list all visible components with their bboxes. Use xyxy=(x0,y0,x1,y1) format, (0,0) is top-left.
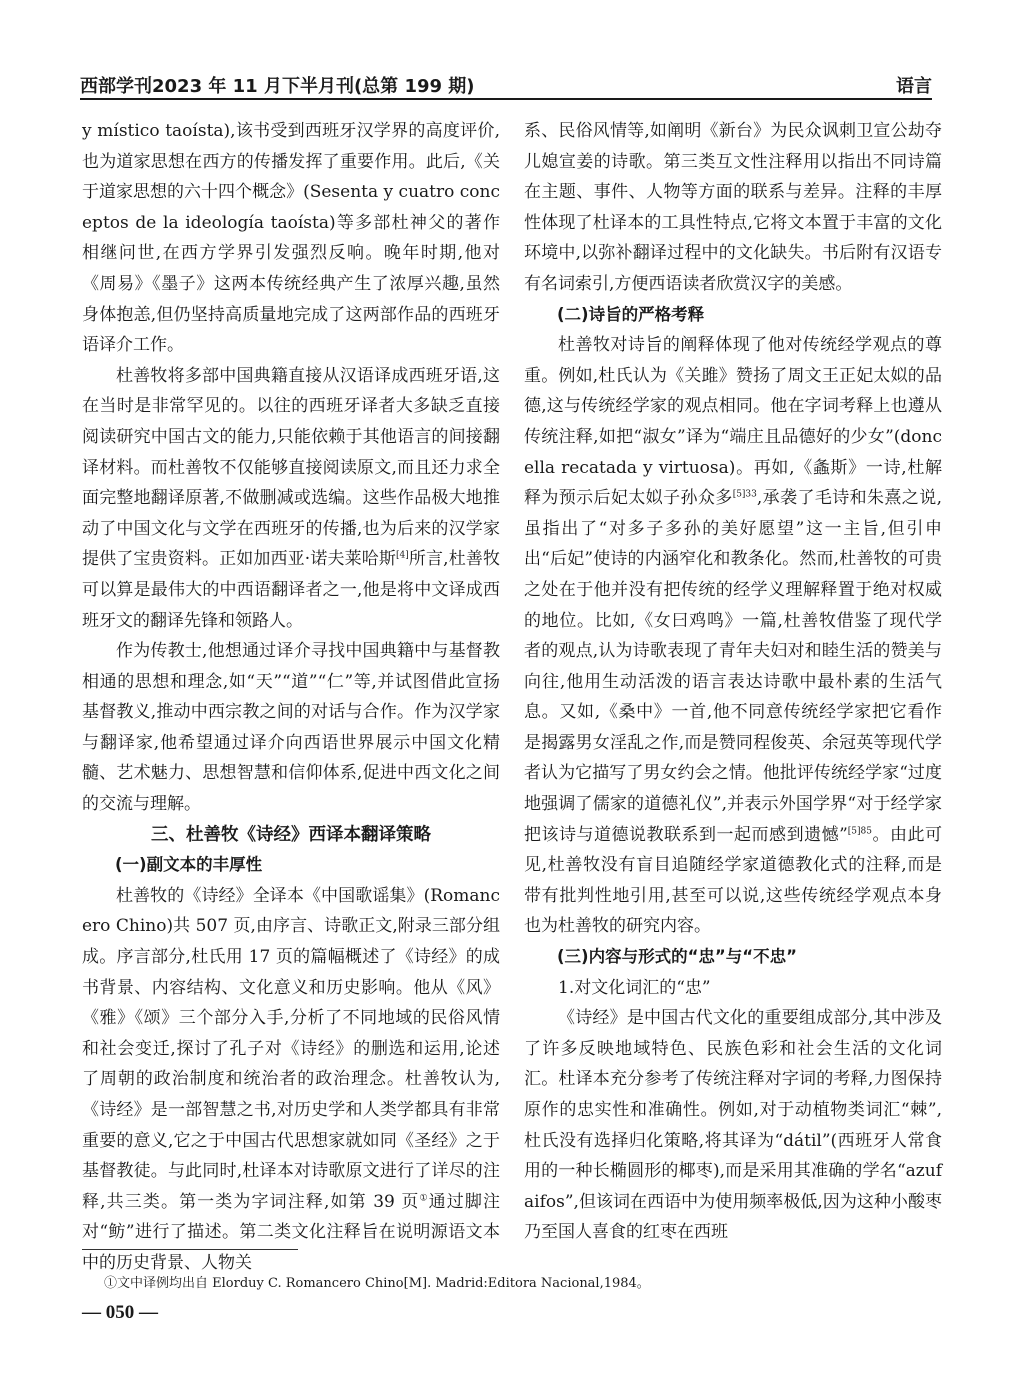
journal-title: 西部学刊2023 年 11 月下半月刊(总第 199 期) xyxy=(80,76,475,97)
paragraph: 杜善牧对诗旨的阐释体现了他对传统经学观点的尊重。例如,杜氏认为《关雎》赞扬了周文王正妃太姒的品德,这与传统经学家的观点相同。他在字词考释上也遵从传统注释,如把“淑女”译为“端庄且品德好的少女”(doncella recatada y virtuosa)。再如,《螽斯》一诗,杜解释为预示后妃太姒子孙众多$^{[5]33}$,承袭了毛诗和朱熹之说,虽指出了“对多子多孙的美好愿望”这一主旨,但引申出“后妃”使诗的内涵窄化和教条化。然而,杜善牧的可贵之处在于他并没有把传统的经学义理解释置于绝对权威的地位。比如,《女曰鸡鸣》一篇,杜善牧借鉴了现代学者的观点,认为诗歌表现了青年夫妇对和睦生活的赞美与向往,他用生动活泼的语言表达诗歌中最朴素的生活气息。又如,《桑中》一首,他不同意传统经学家把它看作是揭露男女淫乱之作,而是赞同程俊英、余冠英等现代学者认为它描写了男女约会之情。他批评传统经学家“过度地强调了儒家的道德礼仪”,并表示外国学界“对于经学家把该诗与道德说教联系到一起而感到遗憾”$^{[5]85}$。由此可见,杜善牧没有盲目追随经学家道德教化式的注释,而是带有批判性地引用,甚至可以说,这些传统经学观点本身也为杜善牧的研究内容。 xyxy=(524,335,943,937)
paragraph: 作为传教士,他想通过译介寻找中国典籍中与基督教相通的思想和理念,如“天”“道”“仁”等,并试图借此宣扬基督教义,推动中西宗教之间的对话与合作。作为汉学家与翻译家,他希望通过译介向西语世界展示中国文化精髓、艺术魅力、思想智慧和信仰体系,促进中西文化之间的交流与理解。 xyxy=(82,641,500,815)
subsection-heading-numbered: 1.对文化词汇的“忠” xyxy=(558,977,711,998)
citation-ref: [4] xyxy=(396,550,409,561)
subsection-heading: (一)副文本的丰厚性 xyxy=(115,855,263,875)
citation-ref: [5]85 xyxy=(847,826,872,836)
paragraph: 杜善牧的《诗经》全译本《中国歌谣集》(Romancero Chino)共 507 页,由序言、诗歌正文,附录三部分组成。序言部分,杜氏用 17 页的篇幅概述了《诗经》的成书背景、内容结构、文化意义和历史影响。他从《风》《雅》《颂》三个部分入手,分析了不同地域的民俗风情和社会变迁,探讨了孔子对《诗经》的删选和运用,论述了周朝的政治制度和统治者的政治理念。杜善牧认为,《诗经》是一部智慧之书,对历史学和人类学都具有非常重要的意义,它之于中国古代思想家就如同《圣经》之于基督教徒。与此同时,杜译本对诗歌原文进行了详尽的注释,共三类。第一类为字词注释,如第 39 页①通过脚注对“鲂”进行了描述。第二类文化注释旨在说明源语文本中的历史背景、人物关 xyxy=(82,885,501,1273)
subsection-heading: (二)诗旨的严格考释 xyxy=(557,304,705,324)
footnote-mark: ① xyxy=(419,1193,429,1204)
footnote: ①文中译例均出自 Elorduy C. Romancero Chino[M]. Madrid:Editora Nacional,1984。 xyxy=(104,1276,650,1291)
citation-ref: [5]33 xyxy=(732,489,757,500)
paragraph: y místico taoísta),该书受到西班牙汉学界的高度评价,也为道家思想在西方的传播发挥了重要作用。此后,《关于道家思想的六十四个概念》(Sesenta y cuatro conceptos de la ideología taoísta)等多部杜神父的著作相继问世,在西方学界引发强烈反响。晚年时期,他对《周易》《墨子》这两本传统经典产生了浓厚兴趣,虽然身体抱恙,但仍坚持高质量地完成了这两部作品的西班牙语译介工作。 xyxy=(82,121,500,356)
right-column xyxy=(524,116,942,1248)
page-number: — 050 — xyxy=(82,1302,158,1323)
subsection-heading: (三)内容与形式的“忠”与“不忠” xyxy=(557,947,797,967)
page-header xyxy=(80,62,932,100)
section-label: 语言 xyxy=(896,76,932,97)
paragraph: 杜善牧将多部中国典籍直接从汉语译成西班牙语,这在当时是非常罕见的。以往的西班牙译者大多缺乏直接阅读研究中国古文的能力,只能依赖于其他语言的间接翻译材料。而杜善牧不仅能够直接阅读原文,而且还力求全面完整地翻译原著,不做删减或选编。这些作品极大地推动了中国文化与文学在西班牙的传播,也为后来的汉学家提供了宝贵资料。正如加西亚·诺夫莱哈斯[4]所言,杜善牧可以算是最伟大的中西语翻译者之一,他是将中文译成西班牙文的翻译先锋和领路人。 xyxy=(82,365,500,631)
left-column xyxy=(82,116,500,1279)
footnote-divider xyxy=(82,1249,298,1250)
section-heading: 三、杜善牧《诗经》西译本翻译策略 xyxy=(151,824,431,845)
paragraph: 《诗经》是中国古代文化的重要组成部分,其中涉及了许多反映地域特色、民族色彩和社会生活的文化词汇。杜译本充分参考了传统注释对字词的考释,力图保持原作的忠实性和准确性。例如,对于动植物类词汇“棘”,杜氏没有选择归化策略,将其译为“dátil”(西班牙人常食用的一种长椭圆形的椰枣),而是采用其准确的学名“azufaifos”,但该词在西语中为使用频率极低,因为这种小酸枣乃至国人喜食的红枣在西班 xyxy=(524,1008,942,1243)
paragraph: 系、民俗风情等,如阐明《新台》为民众讽刺卫宣公劫夺儿媳宣姜的诗歌。第三类互文性注释用以指出不同诗篇在主题、事件、人物等方面的联系与差异。注释的丰厚性体现了杜译本的工具性特点,它将文本置于丰富的文化环境中,以弥补翻译过程中的文化缺失。书后附有汉语专有名词索引,方便西语读者欣赏汉字的美感。 xyxy=(524,121,942,294)
